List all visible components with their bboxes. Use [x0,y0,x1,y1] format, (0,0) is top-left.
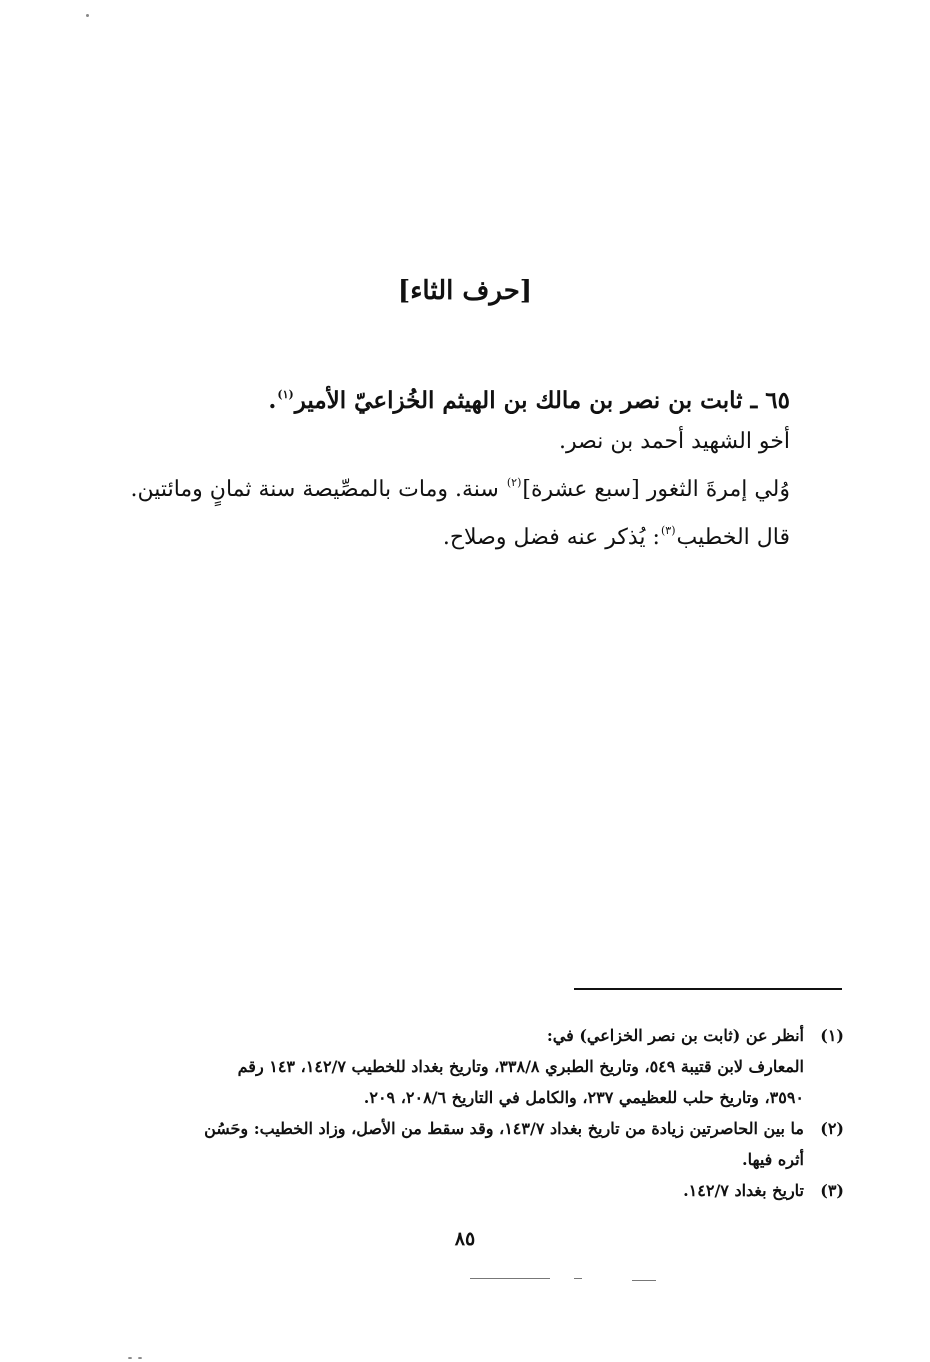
footnote-ref-3: (٣) [660,524,676,537]
entry-title: ثابت بن نصر بن مالك بن الهيثم الخُزاعيّ الأمير [294,387,743,414]
footnote-body [126,1175,804,1206]
scan-artifact-line [632,1280,656,1281]
footnote-line: تاريخ بغداد ١٤٢/٧. [683,1181,804,1200]
entry-title-end: . [268,387,277,414]
entry-line-khatib [130,510,790,558]
footnotes-section [126,1020,844,1206]
footnote-line: أثره فيها. [742,1150,804,1169]
footnote-ref-1: (١) [277,388,294,401]
footnote-1 [126,1020,844,1113]
biography-entry [130,374,790,558]
footnote-body [126,1020,804,1113]
footnote-3 [126,1175,844,1206]
footnote-number: (٢) [820,1119,844,1138]
footnote-line: ٣٥٩٠، وتاريخ حلب للعظيمي ٢٣٧، والكامل في التاريخ ٢٠٨/٦، ٢٠٩. [363,1088,804,1107]
scan-speck [86,14,89,17]
footnote-2 [126,1113,844,1175]
governorship-text-end: سنة. ومات بالمصِّيصة سنة ثمانٍ ومائتين. [130,477,506,502]
footnote-line: أنظر عن (ثابت بن نصر الخزاعي) في: [546,1026,804,1045]
footnote-ref-2: (٢) [506,476,522,489]
page-number: ٨٥ [454,1228,476,1250]
khatib-text-start: قال الخطيب [676,525,790,550]
entry-number: ٦٥ ـ [750,387,790,414]
footnote-number: (١) [820,1026,844,1045]
scan-speck [138,1357,142,1359]
footnote-body [126,1113,804,1175]
section-heading: [حرف الثاء] [397,276,533,306]
entry-line-governorship [80,462,790,510]
footnote-line: المعارف لابن قتيبة ٥٤٩، وتاريخ الطبري ٣٣٨/٨، وتاريخ بغداد للخطيب ١٤٢/٧، ١٤٣ رقم [237,1057,804,1076]
governorship-text-start: وُلي إمرةَ الثغور [سبع عشرة] [522,477,790,502]
entry-line-brother: أخو الشهيد أحمد بن نصر. [559,429,790,454]
scan-artifact-line [574,1278,582,1279]
entry-title-line [130,374,790,421]
khatib-text-end: : يُذكر عنه فضل وصلاح. [442,525,660,550]
footnote-separator [574,988,842,990]
footnote-line: ما بين الحاصرتين زيادة من تاريخ بغداد ١٤٣/٧، وقد سقط من الأصل، وزاد الخطيب: وحَسُن [204,1119,804,1138]
footnote-number: (٣) [820,1181,844,1200]
scan-speck [128,1357,132,1359]
scan-artifact-line [470,1278,550,1279]
